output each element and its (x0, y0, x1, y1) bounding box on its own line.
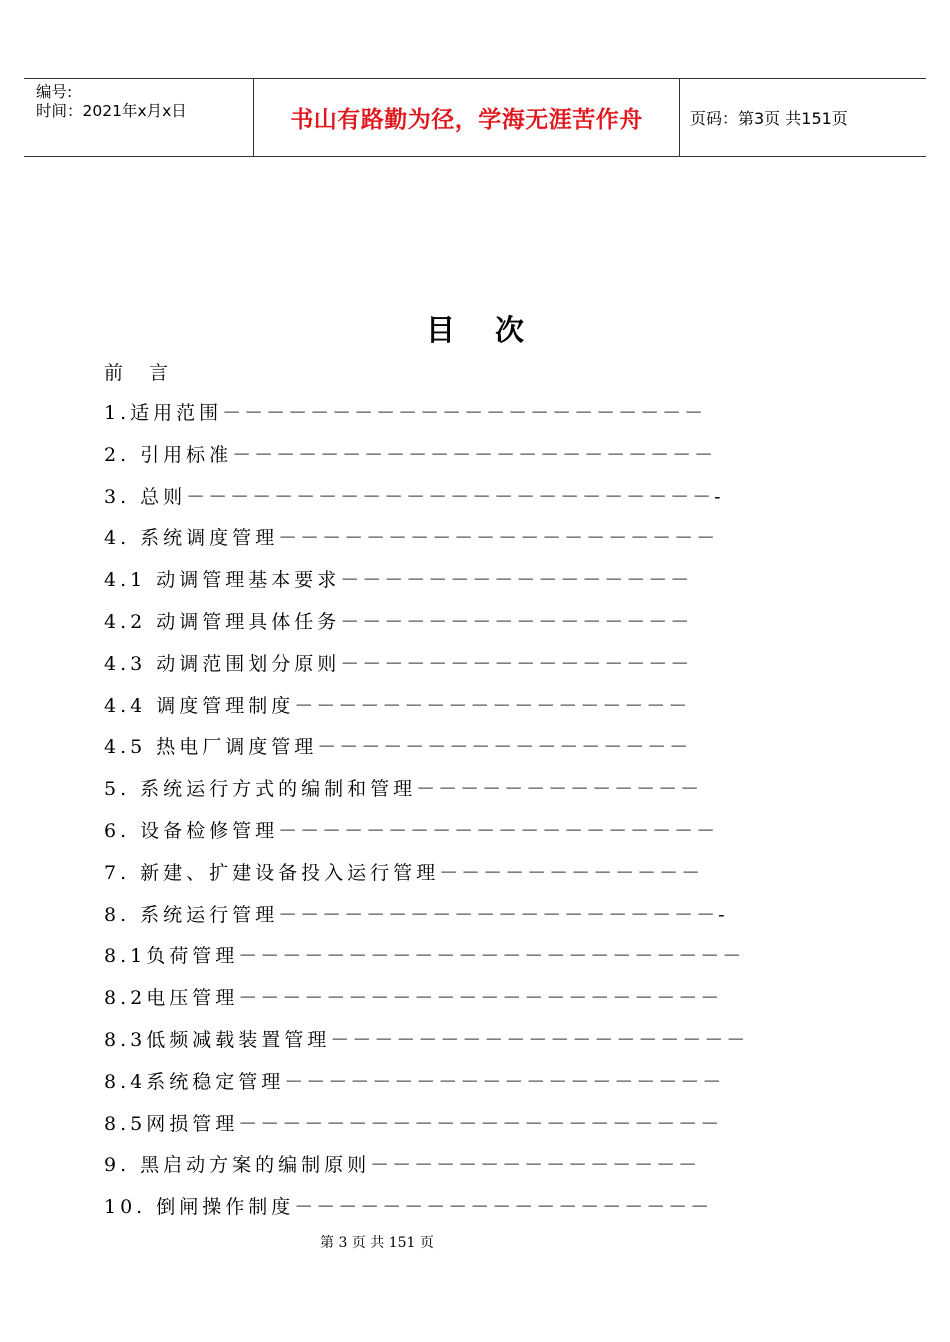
toc-entry (104, 858, 703, 885)
toc-entry (104, 440, 716, 467)
header-middle-cell (254, 79, 680, 156)
code-label: 编号: (36, 83, 73, 101)
toc-entry-title: 6. 设备检修管理 (104, 820, 279, 842)
page-info: 页码：第3页 共151页 (690, 109, 848, 128)
toc-entry (104, 691, 690, 718)
toc-entry-leader: －－－－－－－－－－－－－－－－－－－－ (278, 820, 719, 842)
toc-entry-title: 8.5网损管理 (104, 1112, 239, 1135)
toc-entry (104, 607, 692, 634)
header-left-cell (24, 79, 254, 156)
toc-entry-leader: －－－－－－－－－－－－－－－－－－－ (330, 1029, 749, 1051)
toc-entry-title: 2. 引用标准 (104, 443, 233, 466)
toc-entry (104, 900, 728, 927)
toc-entry (104, 941, 744, 968)
toc-entry (104, 816, 718, 843)
toc-entry (104, 1109, 722, 1136)
toc-entry (104, 398, 706, 425)
toc-entry-title: 4.2 动调管理具体任务 (104, 611, 341, 633)
toc-title: 目次 (425, 313, 564, 347)
page-header (24, 78, 926, 157)
toc-entry-title: 8.4系统稳定管理 (104, 1070, 285, 1093)
toc-entry-title: 7. 新建、扩建设备投入运行管理 (104, 861, 440, 884)
toc-entry-title: 8.2电压管理 (104, 987, 239, 1010)
toc-entry-title: 前言 (104, 362, 195, 384)
toc-entry (104, 1067, 724, 1094)
toc-entry-leader: －－－－－－－－－－－－－－－－ (340, 652, 693, 675)
toc-entry-title: 1.适用范围 (104, 402, 223, 424)
toc-entry-leader: －－－－－－－－－－－－－－－－－－－－- (278, 903, 728, 926)
toc-entry-title: 3. 总则 (104, 485, 187, 508)
toc-entry (104, 565, 692, 592)
toc-entry-title: 8.1负荷管理 (104, 945, 239, 968)
toc-entry-leader: －－－－－－－－－－－－－－－－－－－－－－ (232, 443, 717, 466)
toc-entry-leader: －－－－－－－－－－－－－－－－ (340, 611, 693, 633)
motto-text: 书山有路勤为径，学海无涯苦作舟 (290, 107, 643, 133)
toc-entry-leader: －－－－－－－－－－－－－－－－－ (317, 736, 692, 759)
toc-entry-leader: －－－－－－－－－－－－－－－ (370, 1154, 701, 1177)
toc-entry-leader: －－－－－－－－－－－－－－－－－－－－－－－ (238, 945, 745, 968)
toc-entry-leader: －－－－－－－－－－－－ (439, 861, 704, 884)
toc-entry-leader: －－－－－－－－－－－－－－－－ (340, 569, 693, 592)
toc-entry-leader: －－－－－－－－－－－－－－－－－－－ (294, 1196, 713, 1219)
toc-entry-leader: －－－－－－－－－－－－－ (416, 778, 703, 801)
toc-entry-leader: －－－－－－－－－－－－－－－－－－－－ (284, 1070, 725, 1093)
header-right-cell (680, 79, 926, 156)
toc-entry (104, 649, 692, 676)
toc-entry-leader: －－－－－－－－－－－－－－－－－－－－－－－－- (186, 485, 724, 508)
toc-entry-leader: －－－－－－－－－－－－－－－－－－－－－－ (238, 1112, 723, 1135)
footer-page-number: 第 3 页 共 151 页 (320, 1235, 434, 1251)
toc-entry (104, 1192, 712, 1219)
toc-entry (104, 774, 702, 801)
toc-entry-title: 9. 黑启动方案的编制原则 (104, 1154, 371, 1177)
toc-entry-title: 10. 倒闸操作制度 (104, 1196, 295, 1219)
toc-entry-leader: －－－－－－－－－－－－－－－－－－－－ (278, 527, 719, 550)
time-label: 时间：2021年x月x日 (36, 102, 187, 120)
toc-entry-title: 4.3 动调范围划分原则 (104, 652, 341, 675)
page-footer (0, 1232, 950, 1252)
toc-entry (104, 1150, 700, 1177)
toc-entry (104, 732, 691, 759)
toc-entry-leader: －－－－－－－－－－－－－－－－－－ (294, 694, 691, 717)
toc-entry (104, 358, 194, 385)
toc-entry-title: 4.1 动调管理基本要求 (104, 569, 341, 592)
toc-entry (104, 983, 722, 1010)
toc-entry-title: 4.4 调度管理制度 (104, 694, 295, 717)
toc-entry-title: 8.3低频减载装置管理 (104, 1029, 331, 1051)
toc-entry-leader: －－－－－－－－－－－－－－－－－－－－－－ (222, 402, 707, 424)
toc-entry-title: 5. 系统运行方式的编制和管理 (104, 778, 417, 801)
toc-entry (104, 1025, 748, 1052)
toc-entry-leader: －－－－－－－－－－－－－－－－－－－－－－ (238, 987, 723, 1010)
toc-entry (104, 482, 724, 509)
toc-entry-title: 8. 系统运行管理 (104, 903, 279, 926)
toc-entry (104, 523, 718, 550)
toc-entry-title: 4.5 热电厂调度管理 (104, 736, 318, 759)
toc-entry-title: 4. 系统调度管理 (104, 527, 279, 550)
